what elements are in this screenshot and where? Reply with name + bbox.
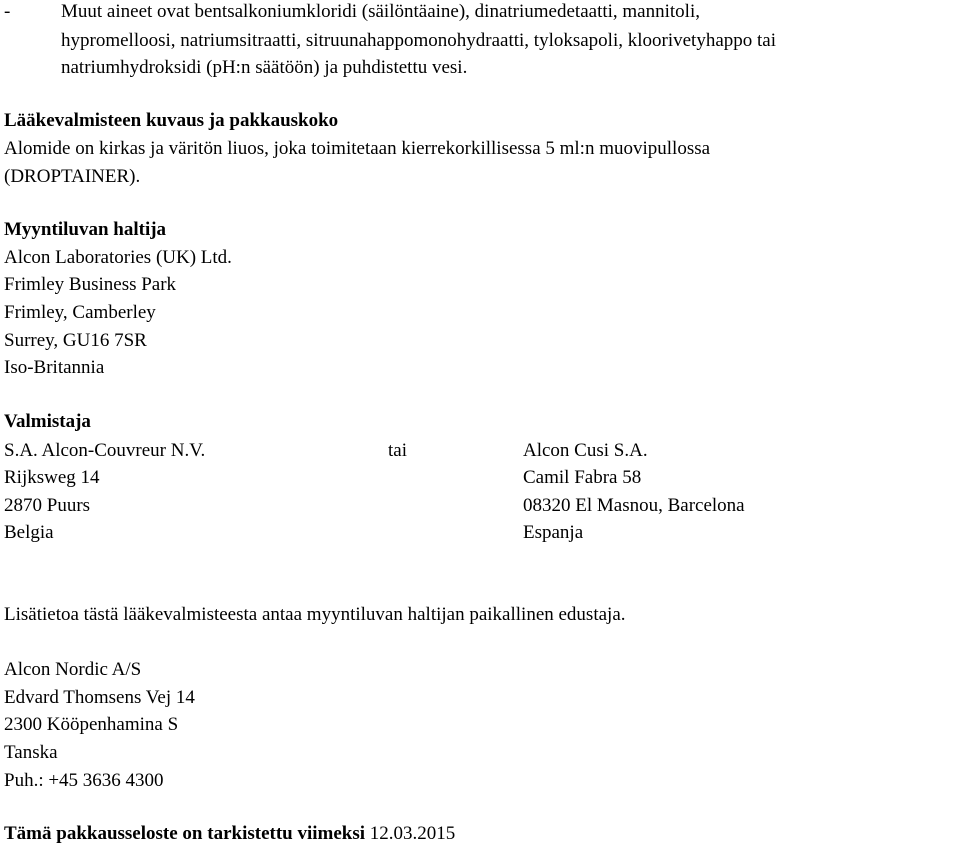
holder-line-5: Iso-Britannia xyxy=(4,357,105,378)
revision-line xyxy=(4,823,455,845)
holder-line-4: Surrey, GU16 7SR xyxy=(4,330,147,351)
manufacturer-heading: Valmistaja xyxy=(4,411,91,432)
holder-line-3: Frimley, Camberley xyxy=(4,302,156,323)
local-rep-line-1: Alcon Nordic A/S xyxy=(4,659,142,680)
revision-label: Tämä pakkausseloste on tarkistettu viimeksi xyxy=(4,823,366,844)
revision-date: 12.03.2015 xyxy=(369,823,456,844)
manufacturer-left-line-3: 2870 Puurs xyxy=(4,495,91,516)
manufacturer-connector: tai xyxy=(388,440,407,461)
local-rep-line-5: Puh.: +45 3636 4300 xyxy=(4,770,164,791)
manufacturer-right-line-2: Camil Fabra 58 xyxy=(523,467,642,488)
ingredients-line-1: Muut aineet ovat bentsalkoniumkloridi (säilöntäaine), dinatriumedetaatti, mannitoli, xyxy=(61,1,700,22)
info-line: Lisätietoa tästä lääkevalmisteesta antaa myyntiluvan haltijan paikallinen edustaja. xyxy=(4,604,626,625)
manufacturer-right-line-4: Espanja xyxy=(523,522,584,543)
manufacturer-left-line-2: Rijksweg 14 xyxy=(4,467,100,488)
ingredients-line-3: natriumhydroksidi (pH:n säätöön) ja puhdistettu vesi. xyxy=(61,57,468,78)
description-heading: Lääkevalmisteen kuvaus ja pakkauskoko xyxy=(4,110,339,131)
manufacturer-right-line-1: Alcon Cusi S.A. xyxy=(523,440,648,461)
holder-line-1: Alcon Laboratories (UK) Ltd. xyxy=(4,247,232,268)
local-rep-line-4: Tanska xyxy=(4,742,58,763)
description-line-2: (DROPTAINER). xyxy=(4,166,141,187)
manufacturer-left-line-4: Belgia xyxy=(4,522,54,543)
ingredients-line-2: hypromelloosi, natriumsitraatti, sitruunahappomonohydraatti, tyloksapoli, kloorivetyhappo tai xyxy=(61,30,777,51)
local-rep-line-2: Edvard Thomsens Vej 14 xyxy=(4,687,195,708)
description-line-1: Alomide on kirkas ja väritön liuos, joka toimitetaan kierrekorkillisessa 5 ml:n muovipullossa xyxy=(4,138,711,159)
bullet-dash: - xyxy=(4,1,11,22)
manufacturer-left-line-1: S.A. Alcon-Couvreur N.V. xyxy=(4,440,206,461)
manufacturer-right-line-3: 08320 El Masnou, Barcelona xyxy=(523,495,745,516)
local-rep-line-3: 2300 Kööpenhamina S xyxy=(4,714,179,735)
holder-line-2: Frimley Business Park xyxy=(4,274,177,295)
holder-heading: Myyntiluvan haltija xyxy=(4,219,167,240)
